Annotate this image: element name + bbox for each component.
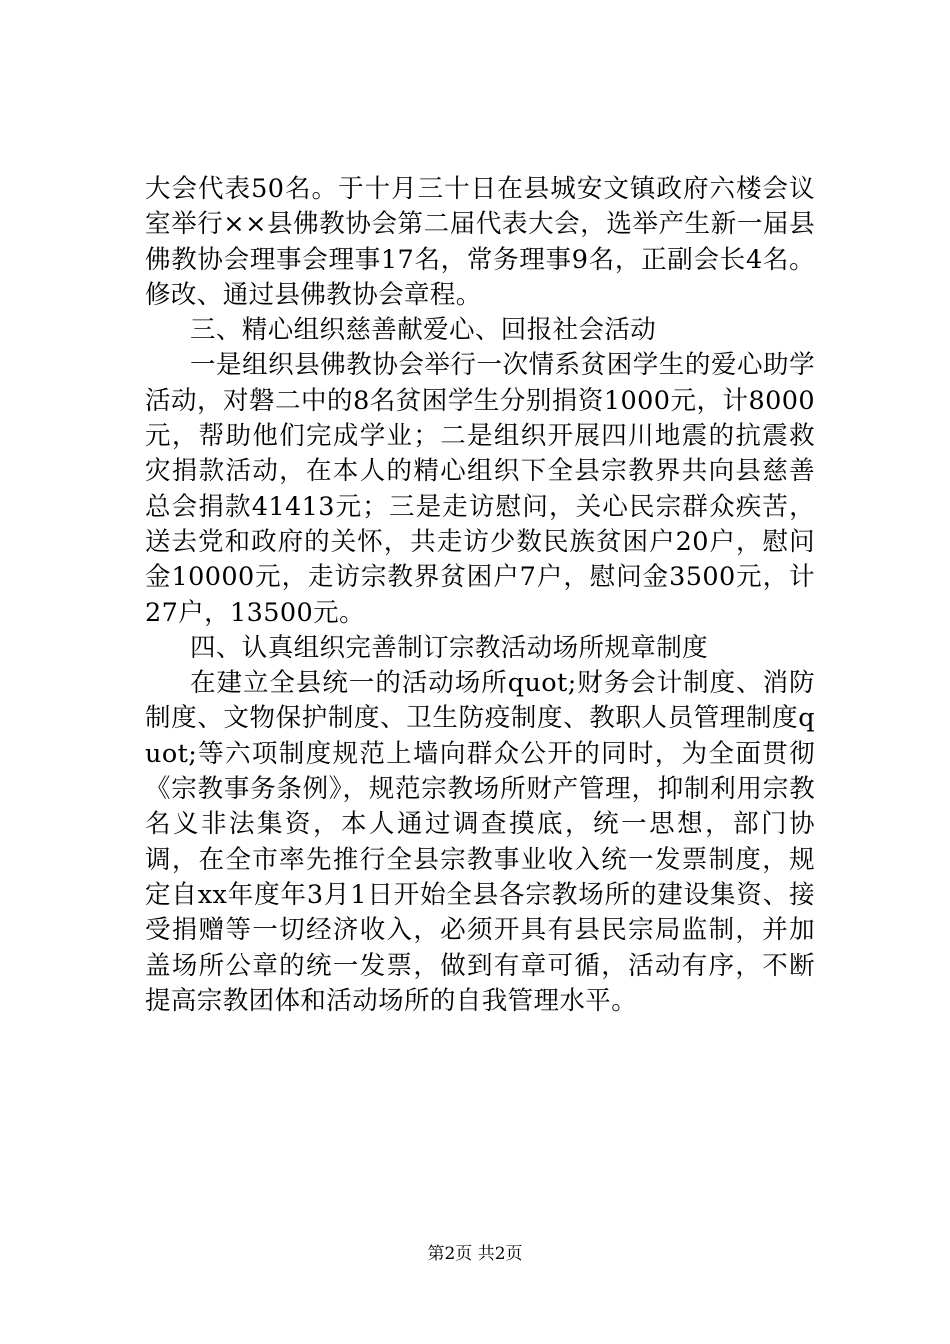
document-body [145, 172, 815, 1019]
section-heading-charity: 三、精心组织慈善献爱心、回报社会活动 [190, 315, 657, 346]
page-number: 第2页 共2页 [427, 1244, 523, 1264]
page-footer [0, 1243, 950, 1265]
paragraph-regulations: 在建立全县统一的活动场所quot;财务会计制度、消防制度、文物保护制度、卫生防疫制度、教职人员管理制度quot;等六项制度规范上墙向群众公开的同时，为全面贯彻《宗教事务条例》，规范宗教场所财产管理，抑制利用宗教名义非法集资，本人通过调查摸底，统一思想，部门协调，在全市率先推行全县宗教事业收入统一发票制度，规定自xx年度年3月1日开始全县各宗教场所的建设集资、接受捐赠等一切经济收入，必须开具有县民宗局监制，并加盖场所公章的统一发票，做到有章可循，活动有序，不断提高宗教团体和活动场所的自我管理水平。 [145, 668, 815, 1016]
section-heading-regulations: 四、认真组织完善制订宗教活动场所规章制度 [190, 632, 709, 663]
paragraph-continued-delegates: 大会代表50名。于十月三十日在县城安文镇政府六楼会议室举行××县佛教协会第二届代表大会，选举产生新一届县佛教协会理事会理事17名，常务理事9名，正副会长4名。修改、通过县佛教协会章程。 [145, 174, 815, 310]
paragraph-charity-activities: 一是组织县佛教协会举行一次情系贫困学生的爱心助学活动，对磐二中的8名贫困学生分别捐资1000元，计8000元，帮助他们完成学业；二是组织开展四川地震的抗震救灾捐款活动，在本人的精心组织下全县宗教界共向县慈善总会捐款41413元；三是走访慰问，关心民宗群众疾苦，送去党和政府的关怀，共走访少数民族贫困户20户，慰问金10000元，走访宗教界贫困户7户，慰问金3500元，计27户，13500元。 [145, 350, 815, 628]
